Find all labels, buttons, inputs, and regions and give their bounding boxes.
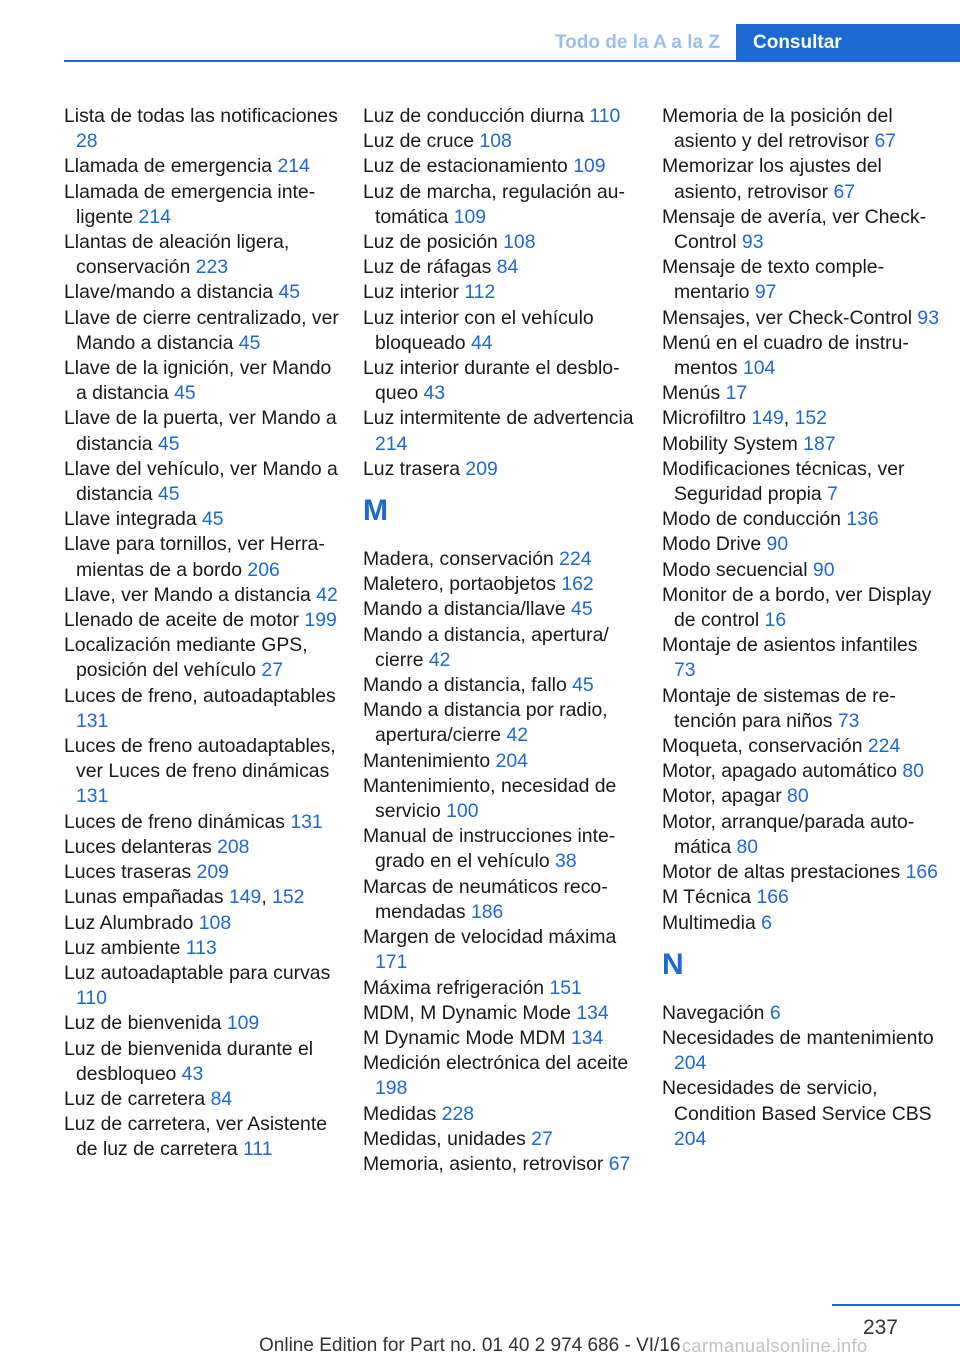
index-entry: [363, 547, 645, 572]
index-entry-text: Luz de marcha, regulación automática: [363, 180, 625, 228]
page-reference-link[interactable]: 187: [803, 432, 836, 455]
page-reference-link[interactable]: 209: [465, 457, 498, 480]
index-entry-text: Luz de bienvenida: [64, 1012, 222, 1035]
index-entry: [64, 835, 346, 860]
index-entry: [64, 406, 346, 456]
index-entry: [363, 1051, 645, 1101]
page-reference-link[interactable]: 204: [495, 749, 528, 772]
index-entry-text: Llave/mando a distancia: [64, 281, 274, 304]
page-reference-link[interactable]: 45: [238, 331, 261, 354]
index-entry-text: Mensajes, ver Check-Control: [662, 306, 913, 329]
index-entry: [64, 860, 346, 885]
index-entry: [662, 104, 944, 154]
index-entry-text: Mantenimiento, necesidad de servicio: [363, 774, 617, 823]
page-reference-link[interactable]: 42: [316, 583, 338, 606]
page-reference-link[interactable]: 136: [846, 508, 879, 531]
page-reference-link[interactable]: 166: [905, 861, 938, 884]
index-entry-text: Llave de la puerta, ver Mando a distancia: [64, 407, 337, 455]
index-entry-text: Maletero, portaobjetos: [363, 573, 556, 596]
index-entry-text: Montaje de asientos infantiles: [662, 634, 918, 657]
index-entry: [662, 154, 944, 204]
page-reference-link[interactable]: 93: [741, 231, 764, 254]
index-entry-text: Multimedia: [662, 911, 756, 934]
index-entry: [662, 1076, 944, 1152]
page-reference-link[interactable]: 27: [261, 659, 283, 682]
index-entry: [662, 911, 944, 936]
index-entry-text: Modo de conducción: [662, 508, 841, 531]
index-entry-text: Llamada de emergencia: [64, 155, 273, 178]
index-entry: [662, 381, 944, 406]
index-entry: [64, 936, 346, 961]
index-entry: [363, 356, 645, 406]
page-reference-link[interactable]: 90: [812, 558, 835, 581]
index-entry: [64, 1112, 346, 1162]
index-entry: [662, 860, 944, 885]
index-column-1: [64, 104, 346, 1163]
page-reference-link[interactable]: 90: [766, 533, 789, 556]
index-entry: [64, 583, 346, 608]
page-reference-link[interactable]: 214: [138, 205, 171, 228]
index-entry: [662, 759, 944, 784]
index-entry: [64, 104, 346, 154]
index-entry: [64, 532, 346, 582]
index-entry: [64, 507, 346, 532]
index-entry-text: Luz autoadaptable para curvas: [64, 961, 331, 984]
watermark: carmanualsonline.info: [682, 1336, 868, 1356]
page-reference-link[interactable]: 199: [304, 609, 337, 632]
index-entry-text: Máxima refrigeración: [363, 976, 545, 999]
page-reference-link[interactable]: 109: [573, 155, 606, 178]
page-reference-link[interactable]: 43: [181, 1062, 204, 1085]
index-entry-text: Microfiltro: [662, 407, 747, 430]
page-reference-link[interactable]: 134: [576, 1001, 609, 1024]
index-column-2: [363, 104, 645, 1177]
index-entry-text: Memoria, asiento, retrovisor: [363, 1152, 604, 1175]
index-entry: [662, 885, 944, 910]
index-entry-text: Localización mediante GPS, posición del vehículo: [64, 634, 308, 682]
index-entry: [64, 734, 346, 810]
index-entry: [64, 154, 346, 179]
page-reference-link[interactable]: 110: [589, 105, 621, 127]
index-entry: [363, 1026, 645, 1051]
index-entry: [662, 810, 944, 860]
page-reference-link[interactable]: 67: [874, 130, 897, 153]
index-entry-text: Llave para tornillos, ver Herramientas de a bordo: [64, 533, 325, 581]
index-entry-text: Luces de freno, autoadaptables: [64, 684, 336, 707]
index-entry: [363, 129, 645, 154]
index-entry: [64, 306, 346, 356]
index-entry: [363, 306, 645, 356]
header-rule: [64, 60, 960, 62]
index-entry-text: Menús: [662, 382, 721, 405]
index-entry-text: Lunas empañadas: [64, 886, 224, 909]
index-entry: [363, 925, 645, 975]
page-reference-link[interactable]: 112: [464, 281, 496, 304]
index-entry: [363, 572, 645, 597]
page-reference-link[interactable]: 108: [503, 231, 536, 254]
index-entry-text: Llamada de emergencia inteligente: [64, 180, 316, 228]
header-tab-consultar[interactable]: Consultar: [736, 24, 960, 62]
index-entry-text: Luz de carretera, ver Asistente de luz de carretera: [64, 1113, 327, 1161]
index-entry-text: Medidas: [363, 1102, 437, 1125]
page-reference-link[interactable]: 38: [555, 850, 577, 873]
page-reference-link[interactable]: 6: [761, 911, 772, 934]
index-entry: [662, 432, 944, 457]
index-entry-text: Luz de cruce: [363, 130, 475, 153]
index-entry: [363, 976, 645, 1001]
index-entry: [64, 1037, 346, 1087]
index-entry-text: Mando a distancia/llave: [363, 598, 566, 621]
index-entry: [64, 457, 346, 507]
page-reference-link[interactable]: 152: [794, 407, 827, 430]
page-reference-link[interactable]: 224: [559, 548, 592, 571]
page-reference-link[interactable]: 204: [674, 1052, 707, 1075]
index-letter-heading: N: [662, 947, 684, 981]
index-entry: [64, 684, 346, 734]
index-entry: [363, 774, 645, 824]
index-entry-text: Luz trasera: [363, 457, 461, 480]
page-reference-link[interactable]: 7: [827, 483, 838, 506]
page-reference-link[interactable]: 134: [570, 1026, 604, 1049]
page-reference-link[interactable]: 149: [228, 886, 262, 909]
edition-note: Online Edition for Part no. 01 40 2 974 686 - VI/16: [259, 1335, 681, 1356]
index-entry: [363, 230, 645, 255]
index-entry-text: Mando a distancia por radio, apertura/cierre: [363, 699, 608, 747]
index-entry-text: Llantas de aleación ligera, conservación: [64, 231, 290, 279]
index-entry: [363, 180, 645, 230]
footer-rule: [832, 1304, 960, 1306]
page-reference-link[interactable]: 42: [506, 724, 529, 747]
page-reference-link[interactable]: 228: [441, 1102, 475, 1125]
page-reference-link[interactable]: 204: [674, 1127, 707, 1150]
index-entry-text: Llave del vehículo, ver Mando a distancia: [64, 457, 338, 506]
index-entry: [662, 306, 944, 331]
page-reference-link[interactable]: 84: [496, 256, 519, 279]
index-entry-text: Medición electrónica del aceite: [363, 1052, 629, 1075]
page-reference-link[interactable]: 109: [453, 205, 487, 228]
index-letter-heading: M: [363, 494, 388, 528]
index-entry-text: MDM, M Dynamic Mode: [363, 1001, 571, 1024]
page-reference-link[interactable]: 73: [674, 659, 696, 682]
index-entry: [363, 1102, 645, 1127]
index-entry: [363, 597, 645, 622]
page-reference-link[interactable]: 108: [479, 130, 512, 153]
page-reference-link[interactable]: 93: [917, 306, 939, 329]
page-reference-link[interactable]: 162: [561, 573, 594, 596]
index-entry-text: Modificaciones técnicas, ver Seguridad propia: [662, 457, 905, 506]
index-entry: [363, 623, 645, 673]
index-entry: [662, 331, 944, 381]
index-entry: [64, 608, 346, 633]
page-reference-link[interactable]: 45: [174, 382, 196, 405]
index-entry-text: Modo Drive: [662, 533, 762, 556]
index-entry-text: Llenado de aceite de motor: [64, 609, 300, 632]
index-entry-text: Luz intermitente de advertencia: [363, 407, 634, 430]
page-reference-link[interactable]: 27: [531, 1127, 553, 1150]
index-entry-text: Luz interior: [363, 281, 459, 304]
page-reference-link[interactable]: 109: [226, 1012, 260, 1035]
index-entry-text: Luz de estacionamiento: [363, 155, 568, 178]
page-reference-link[interactable]: 97: [754, 281, 777, 304]
page-reference-link[interactable]: 171: [375, 951, 408, 974]
index-entry-text: Margen de velocidad máxima: [363, 926, 617, 949]
page-reference-link[interactable]: 45: [572, 674, 594, 697]
index-entry-text: Motor, apagar: [662, 785, 782, 808]
index-entry-text: Llave integrada: [64, 508, 197, 531]
index-entry-text: Luz de bienvenida durante el desbloqueo: [64, 1037, 314, 1085]
page-reference-link[interactable]: 80: [736, 835, 759, 858]
index-entry-text: Memoria de la posición del asiento y del retrovisor: [662, 105, 893, 153]
page-reference-link[interactable]: 108: [198, 911, 232, 934]
index-entry: [363, 1152, 645, 1177]
index-entry: [64, 1087, 346, 1112]
page-reference-link[interactable]: 44: [470, 331, 493, 354]
page-reference-link[interactable]: 45: [202, 508, 224, 531]
page-reference-link[interactable]: 198: [375, 1077, 408, 1100]
page-reference-link[interactable]: 80: [787, 785, 809, 808]
index-entry-text: Mantenimiento: [363, 749, 491, 772]
index-entry-text: Luces de freno dinámicas: [64, 810, 285, 833]
page-reference-link[interactable]: 6: [769, 1001, 781, 1024]
index-entry-text: Mando a distancia, fallo: [363, 674, 567, 697]
index-entry: [64, 633, 346, 683]
page-reference-link[interactable]: 209: [196, 861, 229, 884]
index-entry-text: M Técnica: [662, 886, 752, 909]
index-entry-text: Montaje de sistemas de retención para niños: [662, 684, 896, 732]
page-reference-link[interactable]: 206: [247, 558, 280, 581]
page-reference-link[interactable]: 80: [902, 760, 924, 783]
index-entry: [662, 255, 944, 305]
index-entry-text: Mando a distancia, apertura/ cierre: [363, 623, 609, 671]
index-column-3: [662, 104, 944, 1152]
page-reference-link[interactable]: 45: [278, 281, 301, 304]
index-entry: Lunas empañadas 149, 152: [64, 886, 305, 909]
index-entry: [64, 356, 346, 406]
index-entry-text: Luces delanteras: [64, 835, 212, 858]
header-section-title: Todo de la A a la Z: [554, 32, 720, 53]
index-entry: [363, 255, 645, 280]
index-entry: [662, 633, 944, 683]
page-reference-link[interactable]: 111: [243, 1138, 273, 1161]
page-reference-link[interactable]: 214: [375, 432, 408, 455]
index-entry-text: Llave de cierre centralizado, ver Mando a distancia: [64, 306, 339, 354]
page-reference-link[interactable]: 113: [185, 936, 217, 959]
page-reference-link[interactable]: 28: [76, 130, 98, 153]
index-entry-text: Mensaje de texto complementario: [662, 256, 885, 304]
index-entry: [363, 104, 645, 129]
page-reference-link[interactable]: 100: [446, 800, 479, 823]
index-entry-text: Luz interior con el vehículo bloqueado: [363, 306, 594, 354]
index-entry-text: Menú en el cuadro de instrumentos: [662, 331, 909, 380]
index-entry: [64, 230, 346, 280]
index-entry: [363, 824, 645, 874]
index-entry: [363, 457, 645, 482]
page-reference-link[interactable]: 84: [210, 1087, 233, 1110]
index-entry-text: Monitor de a bordo, ver Display de control: [662, 583, 932, 632]
page-reference-link[interactable]: 186: [470, 900, 504, 923]
index-entry-text: Mensaje de avería, ver Check-Control: [662, 205, 927, 254]
index-entry: [64, 180, 346, 230]
index-entry: [662, 205, 944, 255]
index-entry: [363, 154, 645, 179]
index-entry: [363, 749, 645, 774]
index-entry-text: Luces de freno autoadaptables, ver Luces de freno dinámicas: [64, 735, 336, 783]
index-entry-text: M Dynamic Mode MDM: [363, 1026, 566, 1049]
index-entry: [662, 583, 944, 633]
page-reference-link[interactable]: 208: [217, 835, 250, 858]
index-entry: [363, 673, 645, 698]
page-reference-link[interactable]: 42: [428, 648, 451, 671]
index-entry-text: Luz de ráfagas: [363, 256, 492, 279]
index-entry-text: Luz de carretera: [64, 1087, 206, 1110]
page-reference-link[interactable]: 152: [272, 886, 305, 909]
page-reference-link[interactable]: 131: [76, 709, 109, 732]
index-entry-text: Medidas, unidades: [363, 1127, 526, 1150]
index-entry-text: Luces traseras: [64, 861, 192, 884]
index-entry: [662, 784, 944, 809]
page-reference-link[interactable]: 131: [76, 785, 109, 808]
page-reference-link[interactable]: 149: [751, 407, 784, 430]
index-entry-text: Motor de altas prestaciones: [662, 861, 901, 884]
page-reference-link[interactable]: 104: [742, 357, 776, 380]
page-reference-link[interactable]: 45: [157, 432, 180, 455]
index-entry-text: Luz ambiente: [64, 936, 181, 959]
index-entry: [662, 558, 944, 583]
page-reference-link[interactable]: 166: [756, 886, 789, 909]
index-entry-text: Lista de todas las notificaciones: [64, 105, 338, 127]
index-entry: [64, 810, 346, 835]
index-entry: Microfiltro 149, 152: [662, 407, 827, 430]
index-entry-text: Manual de instrucciones integrado en el vehículo: [363, 825, 616, 873]
index-entry-text: Luz Alumbrado: [64, 911, 194, 934]
index-entry: [363, 1127, 645, 1152]
page-reference-link[interactable]: 43: [423, 382, 446, 405]
index-entry: [363, 875, 645, 925]
page-reference-link[interactable]: 223: [195, 256, 229, 279]
page-reference-link[interactable]: 131: [290, 810, 323, 833]
index-entry-text: Navegación: [662, 1001, 765, 1024]
index-entry-text: Llave, ver Mando a distancia: [64, 583, 311, 606]
index-entry-text: Necesidades de servicio, Condition Based Service CBS: [662, 1077, 932, 1125]
index-entry: [662, 1001, 944, 1026]
page-reference-link[interactable]: 151: [549, 976, 582, 999]
page-reference-link[interactable]: 214: [277, 155, 310, 178]
index-entry: [64, 280, 346, 305]
page-reference-link[interactable]: 67: [833, 180, 856, 203]
page-reference-link[interactable]: 45: [571, 598, 593, 621]
index-entry: [662, 734, 944, 759]
page-reference-link[interactable]: 17: [725, 382, 748, 405]
page-reference-link[interactable]: 45: [157, 483, 180, 506]
page-reference-link[interactable]: 224: [867, 735, 901, 758]
index-entry: [662, 507, 944, 532]
page-number: 237: [862, 1316, 898, 1339]
index-entry: [662, 1026, 944, 1076]
page-reference-link[interactable]: 16: [764, 609, 787, 632]
index-entry-text: Moqueta, conservación: [662, 735, 863, 758]
index-entry: [64, 961, 346, 1011]
index-entry-text: Llave de la ignición, ver Mando a distancia: [64, 357, 332, 405]
index-entry-text: Motor, arranque/parada automática: [662, 810, 915, 858]
page-reference-link[interactable]: 67: [608, 1152, 631, 1175]
index-entry: [662, 457, 944, 507]
index-entry-text: Motor, apagado automático: [662, 760, 897, 783]
index-entry: [662, 684, 944, 734]
index-entry-text: Necesidades de mantenimiento: [662, 1026, 934, 1049]
index-entry: [363, 1001, 645, 1026]
index-entry: [363, 406, 645, 456]
page-reference-link[interactable]: 110: [76, 987, 107, 1010]
index-entry-text: Mobility System: [662, 432, 798, 455]
index-entry-text: Madera, conservación: [363, 548, 554, 571]
index-entry-text: Luz interior durante el desbloqueo: [363, 357, 620, 405]
index-entry: [64, 1011, 346, 1036]
index-entry: [363, 698, 645, 748]
index-entry-text: Modo secuencial: [662, 558, 808, 581]
index-entry: [662, 532, 944, 557]
index-entry: [64, 911, 346, 936]
page-reference-link[interactable]: 73: [837, 709, 860, 732]
index-entry-text: Luz de conducción diurna: [363, 105, 584, 127]
index-entry: [363, 280, 645, 305]
index-entry-text: Luz de posición: [363, 231, 498, 254]
index-entry-text: Marcas de neumáticos recomendadas: [363, 875, 608, 923]
index-entry-text: Memorizar los ajustes del asiento, retrovisor: [662, 155, 882, 203]
